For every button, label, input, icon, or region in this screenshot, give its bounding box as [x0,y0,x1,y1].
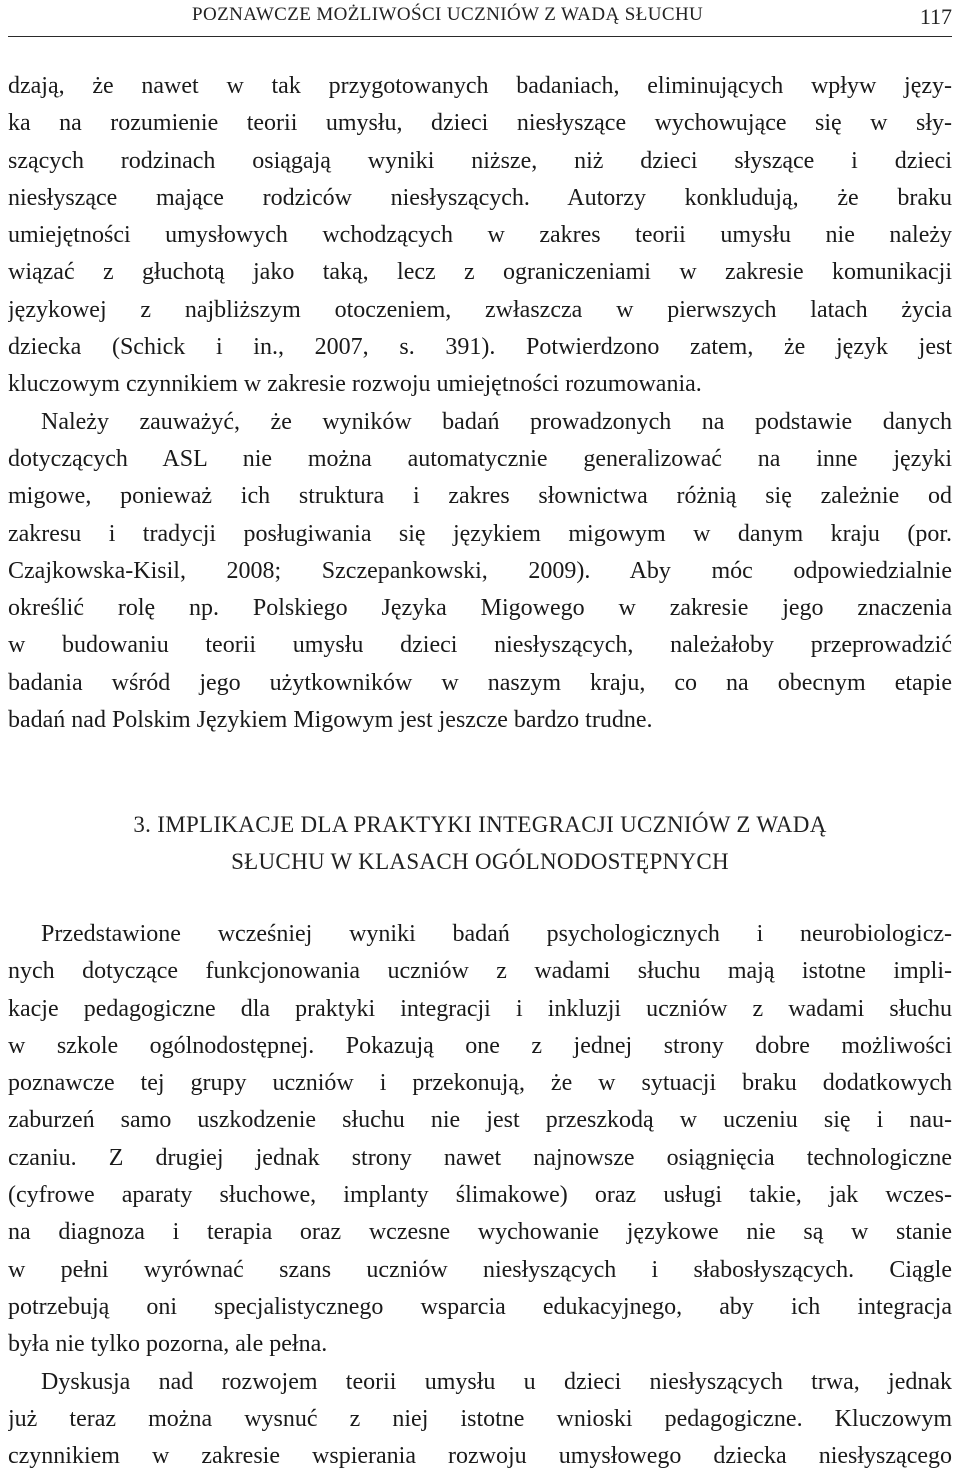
text-line: (cyfrowe aparaty słuchowe, implanty ślimakowe) oraz usługi takie, jak wczes- [8,1182,952,1209]
paragraph-continued [8,68,952,404]
text-line: wiązać z głuchotą jako taką, lecz z ograniczeniami w zakresie komunikacji [8,259,952,286]
text-line: nych dotyczące funkcjonowania uczniów z wadami słuchu mają istotne impli- [8,958,952,985]
text-line: dzają, że nawet w tak przygotowanych badaniach, eliminujących wpływ języ- [8,73,952,99]
section-heading-line: 3. IMPLIKACJE DLA PRAKTYKI INTEGRACJI UCZNIÓW Z WADĄ [133,812,827,837]
text-line: niesłyszące mające rodziców niesłyszących. Autorzy konkludują, że braku [8,184,952,211]
text-line: potrzebują oni specjalistycznego wsparcia edukacyjnego, aby ich integracja [8,1293,952,1320]
text-line: zaburzeń samo uszkodzenie słuchu nie jest przeszkodą w uczeniu się i nau- [8,1107,952,1134]
text-line: poznawcze tej grupy uczniów i przekonują, że w sytuacji braku dodatkowych [8,1070,952,1097]
section-heading-line: SŁUCHU W KLASACH OGÓLNODOSTĘPNYCH [231,849,729,874]
text-line: w budowaniu teorii umysłu dzieci niesłyszących, należałoby przeprowadzić [8,632,952,659]
text-line: czynnikiem w zakresie wspierania rozwoju umysłowego dziecka niesłyszącego [8,1443,952,1470]
paragraph-asl [8,404,952,740]
text-line: językowej z najbliższym otoczeniem, zwłaszcza w pierwszych latach życia [8,296,952,323]
section-heading [8,806,952,880]
text-line: Przedstawione wcześniej wyniki badań psychologicznych i neurobiologicz- [41,921,952,947]
text-line: kacje pedagogiczne dla praktyki integracji i inkluzji uczniów z wadami słuchu [8,995,952,1022]
running-head-title: POZNAWCZE MOŻLIWOŚCI UCZNIÓW Z WADĄ SŁUCHU [192,4,704,25]
paragraph-discussion [8,1364,952,1475]
running-head [8,0,952,37]
text-line: określić rolę np. Polskiego Języka Migowego w zakresie jego znaczenia [8,595,952,622]
page-number: 117 [919,4,952,29]
text-line: badań nad Polskim Językiem Migowym jest jeszcze bardzo trudne. [8,707,653,734]
text-line: kluczowym czynnikiem w zakresie rozwoju umiejętności rozumowania. [8,371,702,398]
body-text-bottom [8,916,952,1475]
text-line: była nie tylko pozorna, ale pełna. [8,1331,328,1358]
text-line: Należy zauważyć, że wyników badań prowadzonych na podstawie danych [41,408,952,435]
text-line: badania wśród jego użytkowników w naszym kraju, co na obecnym etapie [8,669,952,696]
text-line: dziecka (Schick i in., 2007, s. 391). Potwierdzono zatem, że język jest [8,334,952,361]
text-line: Dyskusja nad rozwojem teorii umysłu u dzieci niesłyszących trwa, jednak [41,1368,952,1395]
body-text-top [8,68,952,739]
text-line: zakresu i tradycji posługiwania się językiem migowym w danym kraju (por. [8,520,952,547]
text-line: w pełni wyrównać szans uczniów niesłyszących i słabosłyszących. Ciągle [8,1256,952,1283]
text-line: Czajkowska-Kisil, 2008; Szczepankowski, 2009). Aby móc odpowiedzialnie [8,557,952,584]
text-line: na diagnoza i terapia oraz wczesne wychowanie językowe nie są w stanie [8,1219,952,1246]
paragraph-implications [8,916,952,1364]
text-line: migowe, ponieważ ich struktura i zakres słownictwa różnią się zależnie od [8,483,952,510]
text-line: szących rodzinach osiągają wyniki niższe, niż dzieci słyszące i dzieci [8,147,952,174]
text-line: umiejętności umysłowych wchodzących w zakres teorii umysłu nie należy [8,222,952,249]
text-line: dotyczących ASL nie można automatycznie generalizować na inne języki [8,445,952,472]
text-line: ka na rozumienie teorii umysłu, dzieci niesłyszące wychowujące się w sły- [8,110,952,137]
text-line: czaniu. Z drugiej jednak strony nawet najnowsze osiągnięcia technologiczne [8,1144,952,1171]
text-line: już teraz można wysnuć z niej istotne wnioski pedagogiczne. Kluczowym [8,1405,952,1432]
text-line: w szkole ogólnodostępnej. Pokazują one z jednej strony dobre możliwości [8,1032,952,1059]
